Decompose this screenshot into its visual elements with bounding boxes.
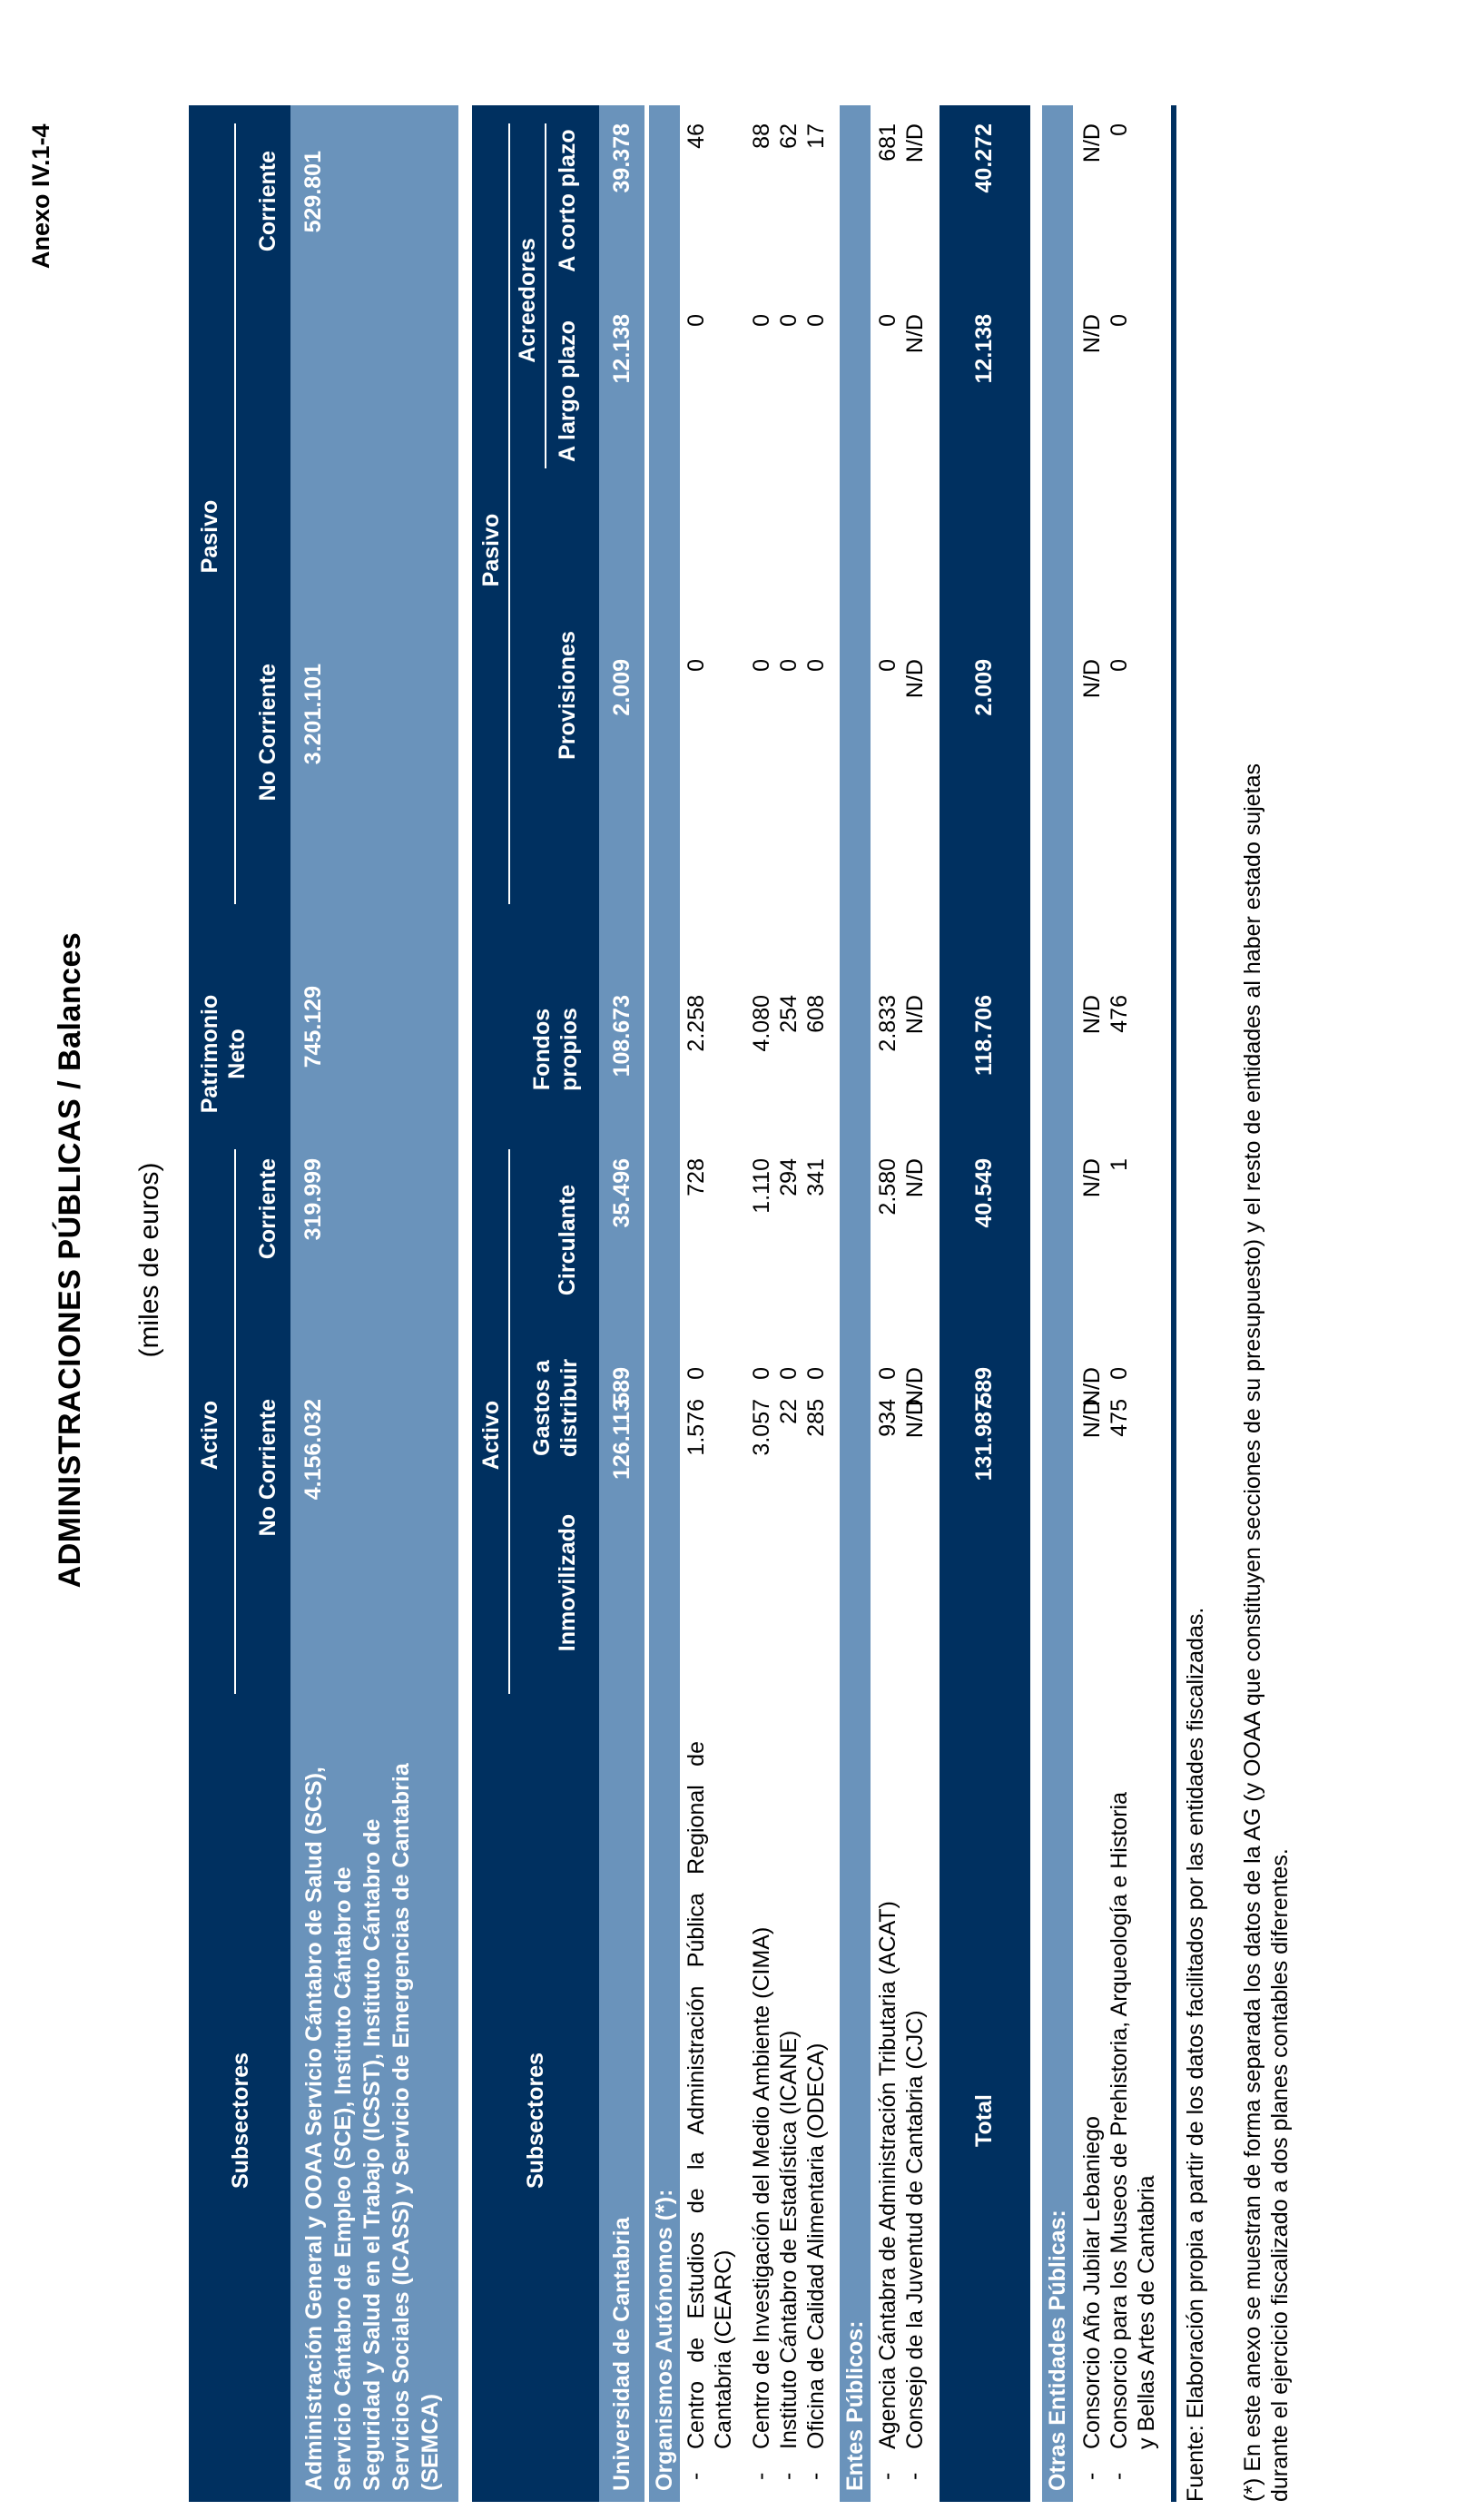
table1-activo-no-corriente-value: 4.156.032 — [300, 1399, 326, 1501]
value-gastos-a-distribuir: N/D — [902, 1367, 928, 1407]
table1-header-activo-corriente: Corriente — [255, 1158, 280, 1260]
value-corto-plazo: 88 — [749, 123, 774, 149]
value-provisiones: N/D — [1079, 659, 1105, 699]
table-bottom-rule — [1171, 105, 1176, 2502]
value-gastos-a-distribuir: 589 — [971, 1367, 997, 1405]
value-provisiones: 2.009 — [971, 659, 997, 716]
table1-row-administracion-general — [290, 105, 458, 2502]
bullet-dash: - — [775, 2472, 801, 2480]
table1-pasivo-no-corriente-value: 3.201.101 — [300, 664, 326, 765]
value-circulante: N/D — [902, 1158, 928, 1198]
value-corto-plazo: N/D — [902, 123, 928, 163]
section-entes-publicos — [840, 105, 871, 2502]
value-largo-plazo: 0 — [776, 314, 802, 327]
value-gastos-a-distribuir: 0 — [749, 1367, 774, 1380]
row-label-line1: Consejo de la Juventud de Cantabria (CJC) — [902, 2010, 928, 2449]
value-fondos-propios: 254 — [776, 995, 802, 1033]
bullet-dash: - — [802, 2472, 828, 2480]
value-corto-plazo: 40.272 — [971, 123, 997, 193]
row-label-line1: Consorcio para los Museos de Prehistoria, Arqueología e Historia — [1107, 1792, 1132, 2449]
value-circulante: 40.549 — [971, 1158, 997, 1228]
table1-activo-corriente-value: 319.999 — [300, 1158, 326, 1241]
row-label-line1: Oficina de Calidad Alimentaria (ODECA) — [803, 2043, 829, 2449]
value-inmovilizado: N/D — [902, 1399, 928, 1439]
footnote-nota-line1: (*) En este anexo se muestran de forma separada los datos de la AG (y OOAA que constituyen secciones de su presupuesto) y el resto de entidades al haber estado sujetas — [1240, 763, 1265, 2502]
value-provisiones: 0 — [684, 659, 709, 672]
value-circulante: 1.110 — [749, 1158, 774, 1214]
value-circulante: 2.580 — [875, 1158, 900, 1216]
page-title: ADMINISTRACIONES PÚBLICAS / Balances — [53, 931, 87, 1589]
section-label: Entes Públicos: — [842, 2320, 868, 2491]
value-inmovilizado: N/D — [1079, 1399, 1105, 1439]
value-fondos-propios: N/D — [902, 995, 928, 1035]
table2-acreedores-underline — [545, 123, 546, 468]
value-circulante: N/D — [1079, 1158, 1105, 1198]
value-gastos-a-distribuir: N/D — [1079, 1367, 1105, 1407]
value-inmovilizado: 1.576 — [684, 1399, 709, 1456]
value-provisiones: 2.009 — [609, 659, 635, 716]
value-largo-plazo: 0 — [803, 314, 829, 327]
table1-pasivo-underline — [234, 123, 236, 904]
bullet-dash: - — [683, 2472, 708, 2480]
value-fondos-propios: 108.673 — [609, 995, 635, 1078]
row-label: Universidad de Cantabria — [609, 2217, 635, 2491]
value-circulante: 728 — [684, 1158, 709, 1196]
table2-row-cima — [748, 105, 775, 2502]
table2-header-activo: Activo — [478, 1400, 504, 1471]
value-largo-plazo: 0 — [684, 314, 709, 327]
value-fondos-propios: 2.833 — [875, 995, 900, 1052]
value-provisiones: 0 — [803, 659, 829, 672]
value-corto-plazo: 39.378 — [609, 123, 635, 193]
table2-header-largo-plazo: A largo plazo — [555, 320, 580, 463]
row-label-line1: Centro de Investigación del Medio Ambiente (CIMA) — [749, 1926, 774, 2449]
section-organismos-autonomos — [649, 105, 680, 2502]
value-circulante: 341 — [803, 1158, 829, 1196]
value-corto-plazo: 0 — [1107, 123, 1132, 136]
value-circulante: 35.496 — [609, 1158, 635, 1228]
table1-header-pasivo: Pasivo — [197, 499, 222, 574]
table2-row-consorcio-museos — [1106, 105, 1162, 2502]
value-provisiones: 0 — [776, 659, 802, 672]
value-largo-plazo: 0 — [1107, 314, 1132, 327]
value-gastos-a-distribuir: 0 — [1107, 1367, 1132, 1380]
table2-row-icane — [775, 105, 802, 2502]
table2-row-odeca — [802, 105, 830, 2502]
table2-header-circulante: Circulante — [555, 1184, 580, 1296]
value-inmovilizado: 934 — [875, 1399, 900, 1437]
table1-header-patrimonio-neto: Patrimonio Neto — [197, 994, 250, 1114]
total-label: Total — [971, 2094, 997, 2147]
table2-row-consorcio-lebaniego — [1078, 105, 1106, 2502]
value-gastos-a-distribuir: 0 — [684, 1367, 709, 1380]
value-provisiones: 0 — [875, 659, 900, 672]
table1-row-label: Administración General y OOAA Servicio Cántabro de Salud (SCS), Servicio Cántabro de Empleo (SCE), Instituto Cántabro de Seguridad y Salud en el Trabajo (ICSST), Instituto Cántabro de Servicios Sociales (ICASS) y Servicio de Emergencias de Cantabria (SEMCA) — [301, 1763, 443, 2491]
table2-header-subsectores: Subsectores — [523, 2052, 548, 2190]
table1-header-pasivo-no-corriente: No Corriente — [255, 664, 280, 802]
table1-header-subsectores: Subsectores — [228, 2052, 253, 2190]
value-corto-plazo: 681 — [875, 123, 900, 162]
table2-header — [472, 105, 599, 2502]
bullet-dash: - — [748, 2472, 773, 2480]
table2-header-gastos-a-distribuir: Gastos a distribuir — [529, 1358, 582, 1458]
row-label-line1: Agencia Cántabra de Administración Tributaria (ACAT) — [875, 1901, 900, 2449]
table2-row-universidad — [599, 105, 644, 2502]
table1-patrimonio-neto-value: 745.129 — [300, 986, 326, 1068]
value-provisiones: N/D — [902, 659, 928, 699]
table2-header-pasivo: Pasivo — [478, 513, 504, 587]
value-largo-plazo: N/D — [902, 314, 928, 354]
table2-row-cearc — [683, 105, 739, 2502]
row-label-line1: Consorcio Año Jubilar Lebaniego — [1079, 2116, 1105, 2449]
value-corto-plazo: 62 — [776, 123, 802, 149]
value-gastos-a-distribuir: 0 — [875, 1367, 900, 1380]
section-label: Otras Entidades Públicas: — [1045, 2210, 1070, 2491]
table2-activo-underline — [508, 1149, 510, 1694]
value-largo-plazo: N/D — [1079, 314, 1105, 354]
value-corto-plazo: 17 — [803, 123, 829, 149]
section-label: Organismos Autónomos (*): — [652, 2189, 677, 2491]
table1-header-activo-no-corriente: No Corriente — [255, 1399, 280, 1537]
table2-header-corto-plazo: A corto plazo — [555, 129, 580, 272]
value-corto-plazo: N/D — [1079, 123, 1105, 163]
table2-header-fondos-propios: Fondos propios — [529, 1008, 582, 1091]
section-otras-entidades-publicas — [1042, 105, 1073, 2502]
table1-pasivo-corriente-value: 529.801 — [300, 151, 326, 233]
table1-activo-underline — [234, 1149, 236, 1694]
value-inmovilizado: 475 — [1107, 1399, 1132, 1437]
value-inmovilizado: 3.057 — [749, 1399, 774, 1456]
value-gastos-a-distribuir: 0 — [776, 1367, 802, 1380]
value-fondos-propios: 476 — [1107, 995, 1132, 1033]
table2-header-provisiones: Provisiones — [555, 631, 580, 760]
value-inmovilizado: 126.113 — [609, 1399, 635, 1480]
table2-pasivo-underline — [508, 123, 510, 904]
value-inmovilizado: 285 — [803, 1399, 829, 1437]
value-inmovilizado: 22 — [776, 1399, 802, 1424]
bullet-dash: - — [874, 2472, 900, 2480]
value-gastos-a-distribuir: 589 — [609, 1367, 635, 1405]
value-largo-plazo: 0 — [875, 314, 900, 327]
value-fondos-propios: 2.258 — [684, 995, 709, 1052]
table2-header-acreedores: Acreedores — [515, 238, 540, 363]
value-provisiones: 0 — [1107, 659, 1132, 672]
bullet-dash: - — [1106, 2472, 1131, 2480]
row-label-line2: y Bellas Artes de Cantabria — [1134, 2175, 1159, 2449]
value-largo-plazo: 0 — [749, 314, 774, 327]
table2-row-acat — [874, 105, 901, 2502]
table2-row-cjc — [901, 105, 929, 2502]
value-gastos-a-distribuir: 0 — [803, 1367, 829, 1380]
row-label-line1: Centro de Estudios de la Administración Pública Regional de — [684, 1741, 709, 2449]
value-inmovilizado: 131.987 — [971, 1399, 997, 1481]
bullet-dash: - — [901, 2472, 927, 2480]
value-largo-plazo: 12.138 — [609, 314, 635, 384]
annex-label: Anexo IV.1-4 — [27, 123, 54, 269]
value-fondos-propios: 118.706 — [971, 995, 997, 1076]
value-fondos-propios: 4.080 — [749, 995, 774, 1052]
value-fondos-propios: N/D — [1079, 995, 1105, 1035]
value-circulante: 1 — [1107, 1158, 1132, 1171]
value-circulante: 294 — [776, 1158, 802, 1196]
table1-header — [189, 105, 290, 2502]
footnote-nota-line2: durante el ejercicio fiscalizado a dos planes contables diferentes. — [1267, 1848, 1293, 2502]
value-corto-plazo: 46 — [684, 123, 709, 149]
table1-header-activo: Activo — [197, 1400, 222, 1471]
table2-header-inmovilizado: Inmovilizado — [555, 1513, 580, 1652]
page-subtitle: (miles de euros) — [134, 1162, 164, 1358]
value-fondos-propios: 608 — [803, 995, 829, 1033]
bullet-dash: - — [1078, 2472, 1104, 2480]
table2-row-total — [940, 105, 1030, 2502]
value-largo-plazo: 12.138 — [971, 314, 997, 384]
row-label-line1: Instituto Cántabro de Estadística (ICANE) — [776, 2030, 802, 2449]
table1-header-pasivo-corriente: Corriente — [255, 151, 280, 252]
footnote-fuente: Fuente: Elaboración propia a partir de los datos facilitados por las entidades fiscalizadas. — [1183, 1607, 1208, 2502]
row-label-line2: Cantabria (CEARC) — [711, 2249, 736, 2449]
value-provisiones: 0 — [749, 659, 774, 672]
